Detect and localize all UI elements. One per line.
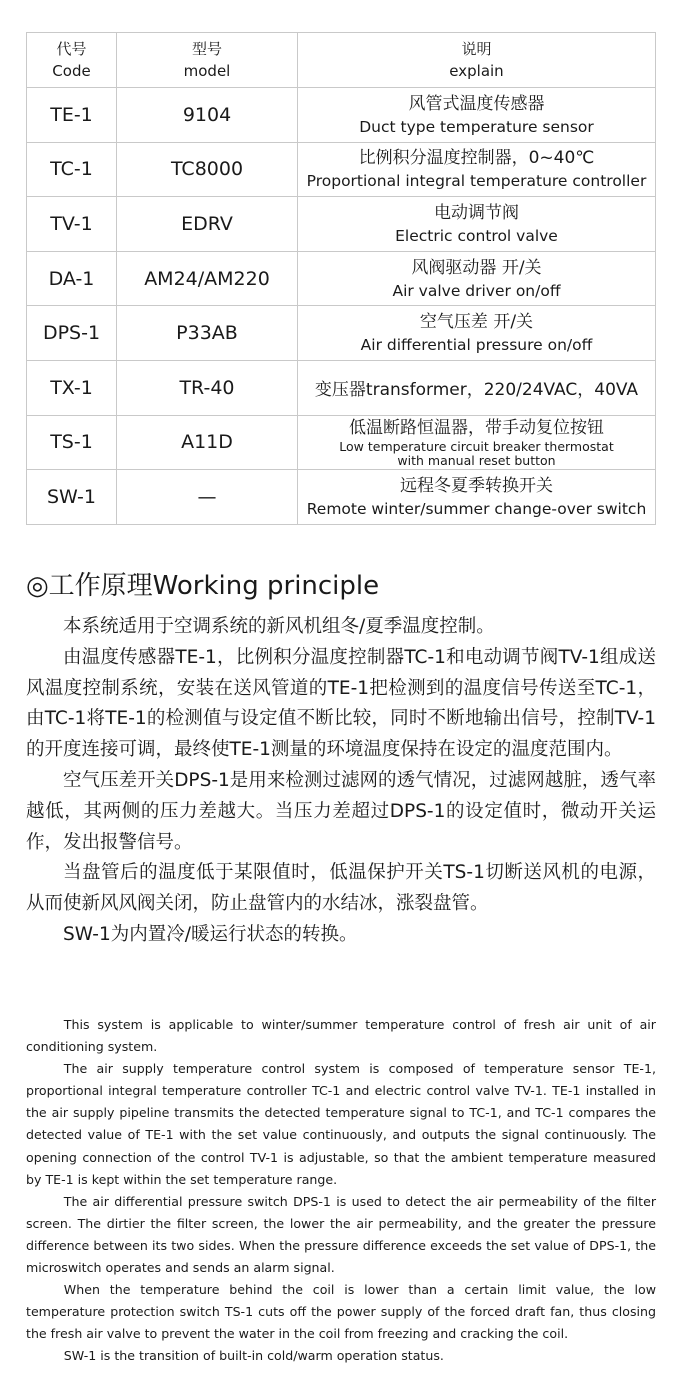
en-paragraph: When the temperature behind the coil is lower than a certain limit value, the low temperature protection switch TS-1 cuts off the power supply of the forced draft fan, thus closing the fresh air valve to prevent the water in the coil from freezing and cracking the coil. [26,1282,656,1342]
cell-explain [298,251,656,306]
cell-explain [298,415,656,470]
explain-cn: 远程冬夏季转换开关 [400,475,553,496]
cell-model: — [117,470,298,525]
cell-explain [298,88,656,143]
header-explain [298,33,656,88]
explain-en: Air valve driver on/off [392,281,561,300]
component-table [26,32,656,525]
header-explain-cn: 说明 [461,40,492,58]
cell-model: TR-40 [117,360,298,415]
en-paragraph: SW-1 is the transition of built-in cold/warm operation status. [63,1348,444,1364]
cell-model: A11D [117,415,298,470]
cell-explain [298,306,656,361]
explain-en: Low temperature circuit breaker thermostat [339,439,614,455]
cell-model: P33AB [117,306,298,361]
explain-cn: 低温断路恒温器，带手动复位按钮 [349,418,604,439]
cell-code: TC-1 [27,142,117,197]
cell-code: SW-1 [27,470,117,525]
english-description [26,1014,656,1368]
header-code-en: Code [52,62,91,80]
cell-explain [298,470,656,525]
header-model [117,33,298,88]
explain-cn: 风阀驱动器 开/关 [411,257,542,278]
cell-explain [298,142,656,197]
explain-cn: 风管式温度传感器 [408,93,545,114]
header-model-en: model [183,62,231,80]
cn-paragraph: SW-1为内置冷/暖运行状态的转换。 [63,923,358,945]
cell-code: TV-1 [27,197,117,252]
cn-paragraph: 本系统适用于空调系统的新风机组冬/夏季温度控制。 [63,616,495,637]
cell-code: DPS-1 [27,306,117,361]
explain-en: Duct type temperature sensor [359,117,594,136]
en-paragraph: This system is applicable to winter/summer temperature control of fresh air unit of air conditioning system. [26,1017,656,1055]
header-code [27,33,117,88]
header-explain-en: explain [449,62,504,80]
explain-cn: 空气压差 开/关 [419,312,534,333]
cell-model: TC8000 [117,142,298,197]
table-row [27,470,656,525]
table-row [27,142,656,197]
table-header-row [27,33,656,88]
cell-model: AM24/AM220 [117,251,298,306]
cell-explain [298,197,656,252]
en-paragraph: The air differential pressure switch DPS-1 is used to detect the air permeability of the filter screen. The dirtier the filter screen, the lower the air permeability, and the greater the pressure difference between its two sides. When the pressure difference exceeds the set value of DPS-1, the microswitch operates and sends an alarm signal. [26,1193,656,1276]
explain-en: Electric control valve [395,226,558,245]
table-row [27,197,656,252]
header-model-cn: 型号 [191,40,222,58]
table-row [27,88,656,143]
cell-model: 9104 [117,88,298,143]
explain-en: Air differential pressure on/off [360,336,593,355]
explain-en: Proportional integral temperature controller [306,172,647,191]
cell-code: TS-1 [27,415,117,470]
table-row [27,360,656,415]
explain-en: Remote winter/summer change-over switch [306,499,647,518]
chinese-description [26,612,656,951]
cell-explain [298,360,656,415]
cell-model: EDRV [117,197,298,252]
en-paragraph: The air supply temperature control system is composed of temperature sensor TE-1, proportional integral temperature controller TC-1 and electric control valve TV-1. TE-1 installed in the air supply pipeline transmits the detected temperature signal to TC-1, and TC-1 compares the detected value of TE-1 with the set value continuously, and outputs the signal continuously. The opening connection of the control TV-1 is adjustable, so that the ambient temperature measured by TE-1 is kept within the set temperature range. [26,1061,656,1187]
cn-paragraph: 当盘管后的温度低于某限值时，低温保护开关TS-1切断送风机的电源，从而使新风风阀关闭，防止盘管内的水结冰，涨裂盘管。 [26,862,656,915]
cell-code: DA-1 [27,251,117,306]
cn-paragraph: 由温度传感器TE-1，比例积分温度控制器TC-1和电动调节阀TV-1组成送风温度控制系统，安装在送风管道的TE-1把检测到的温度信号传送至TC-1，由TC-1将TE-1的检测值与设定值不断比较，同时不断地输出信号，控制TV-1的开度连接可调，最终使TE-1测量的环境温度保持在设定的温度范围内。 [26,646,656,761]
table-row [27,251,656,306]
explain-cn: 变压器transformer，220/24VAC，40VA [314,380,639,401]
cell-code: TE-1 [27,88,117,143]
cell-code: TX-1 [27,360,117,415]
explain-cn: 比例积分温度控制器，0~40℃ [358,148,595,169]
explain-en-2: with manual reset button [397,453,556,469]
section-title: ◎工作原理Working principle [26,571,380,601]
explain-cn: 电动调节阀 [434,202,519,223]
header-code-cn: 代号 [56,40,87,58]
table-row [27,306,656,361]
cn-paragraph: 空气压差开关DPS-1是用来检测过滤网的透气情况，过滤网越脏，透气率越低，其两侧的压力差越大。当压力差超过DPS-1的设定值时，微动开关运作，发出报警信号。 [26,769,656,853]
table-row [27,415,656,470]
